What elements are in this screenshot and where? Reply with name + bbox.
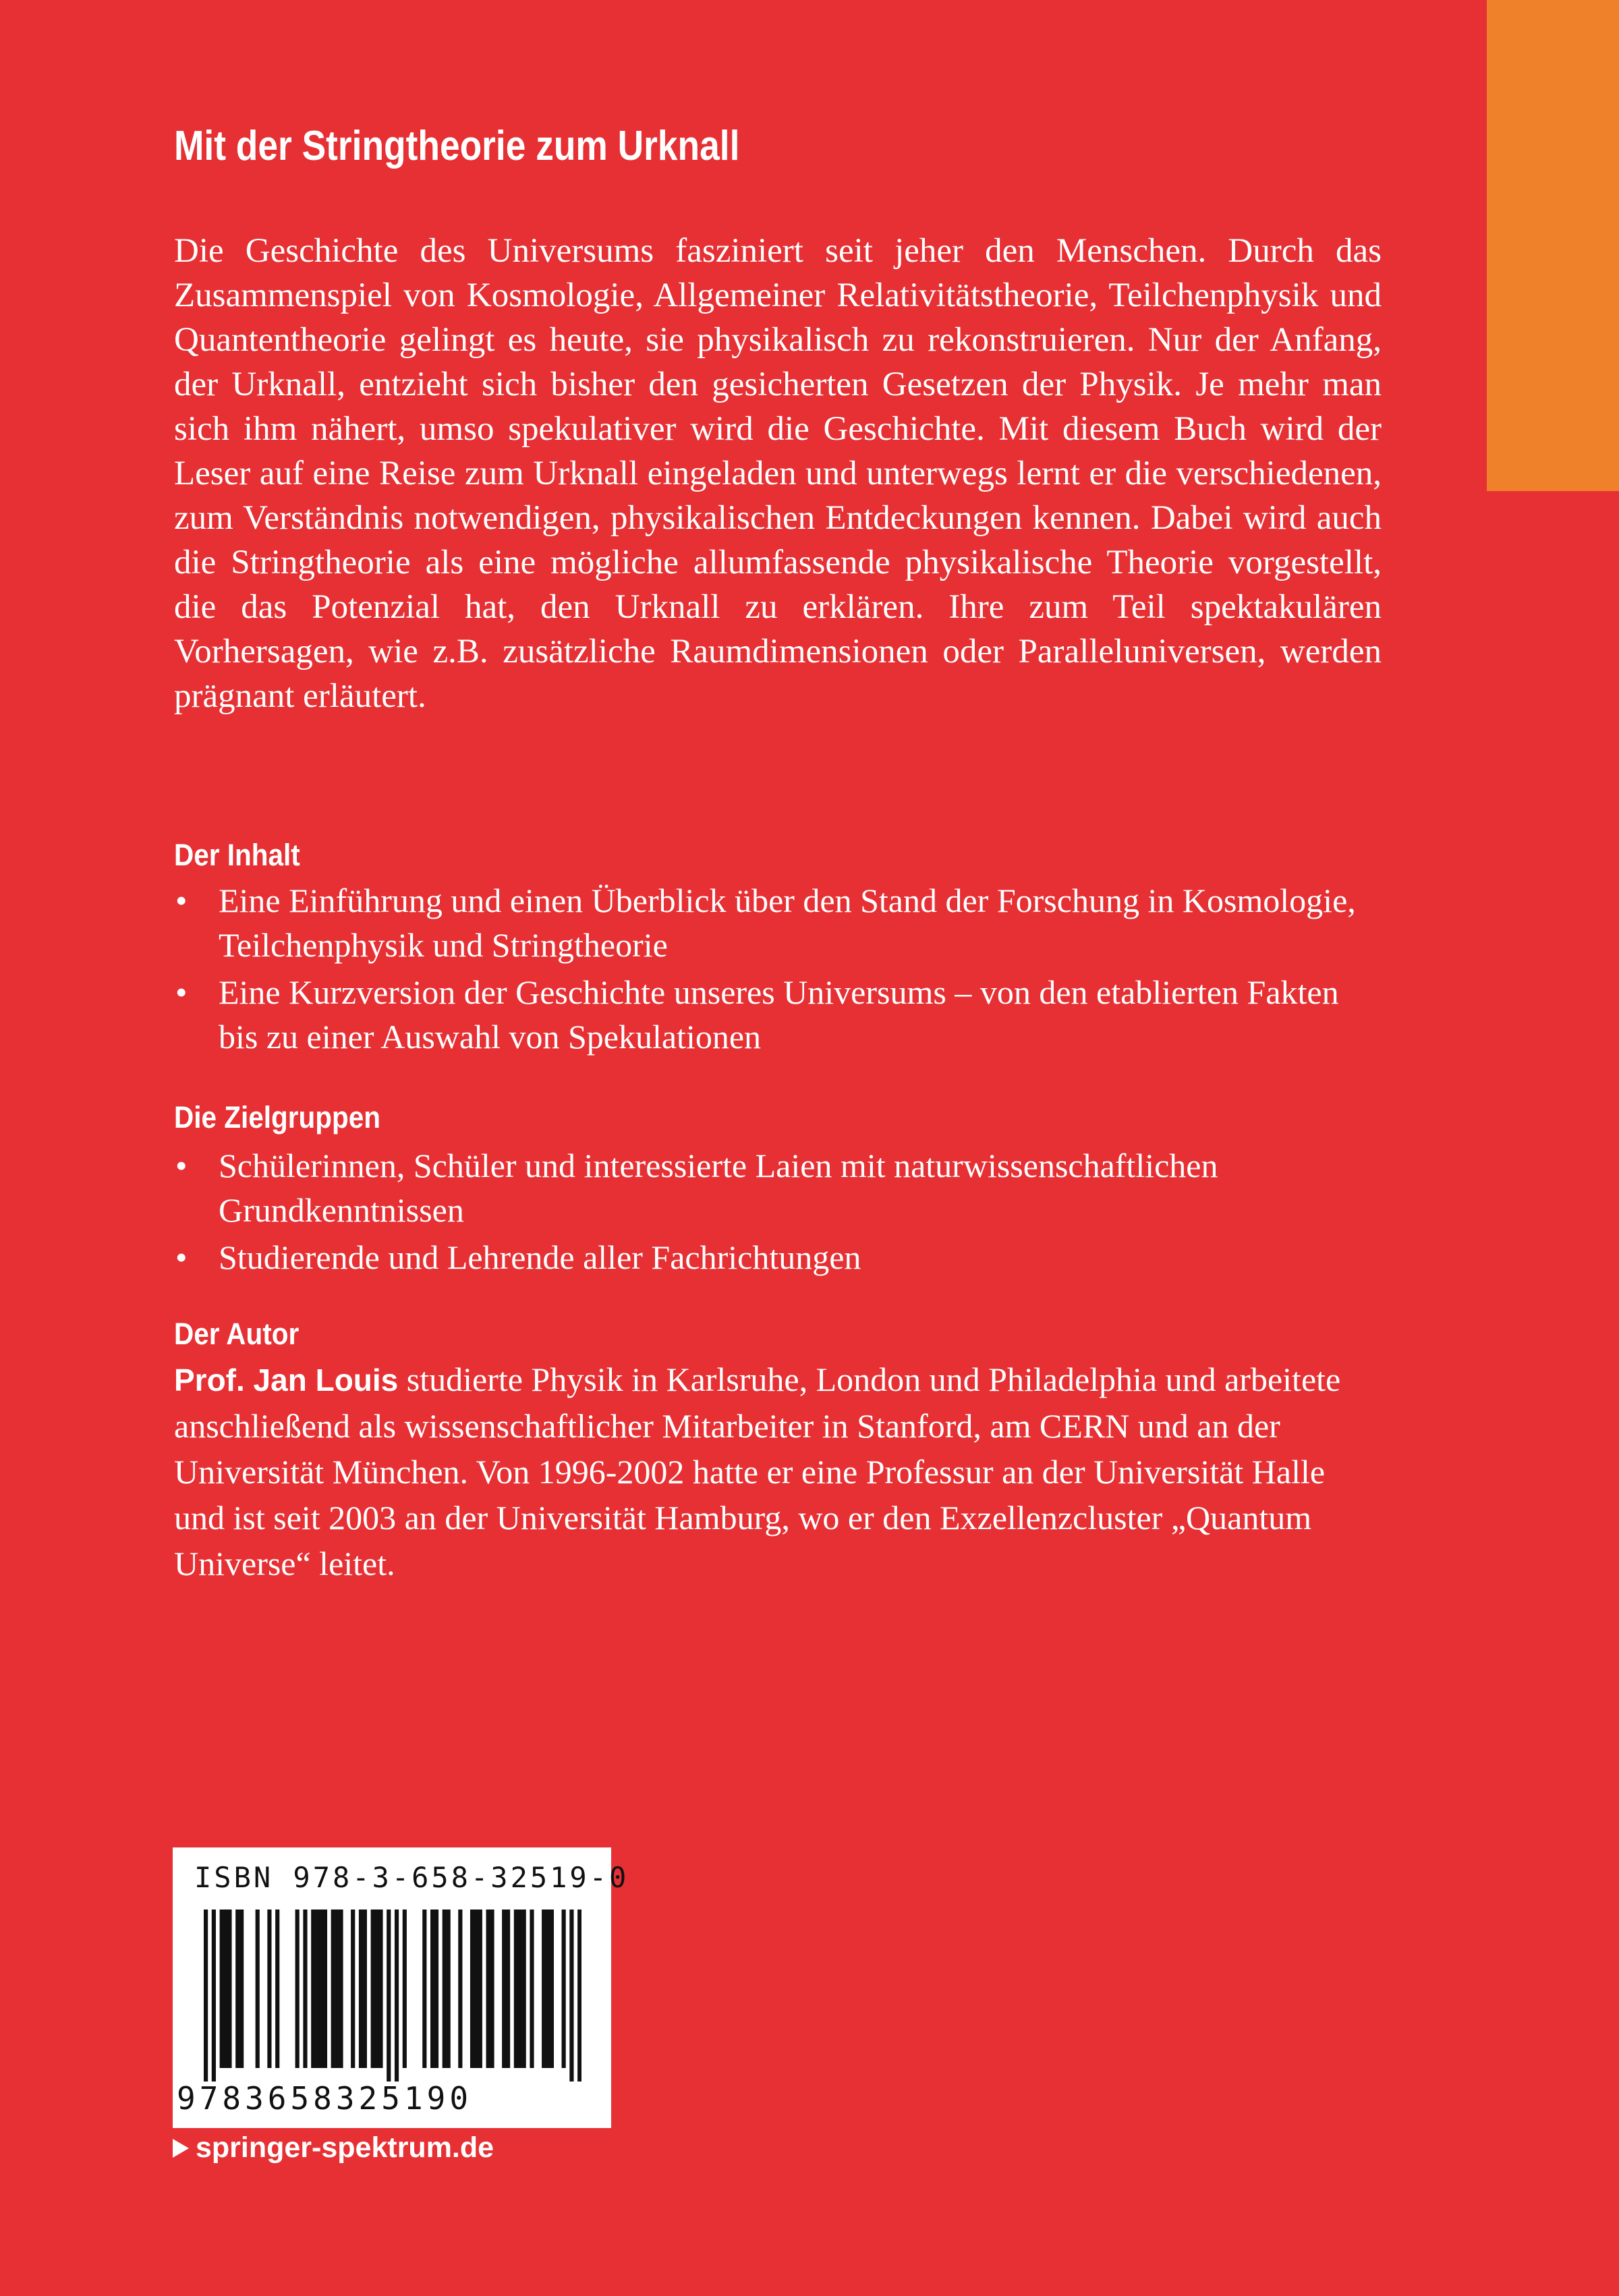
barcode-bar	[458, 1910, 462, 2068]
barcode-bar	[378, 1910, 382, 2068]
barcode-bar	[267, 1910, 271, 2068]
barcode-bar	[514, 1910, 518, 2068]
barcode-bar	[374, 1910, 378, 2068]
zielgruppen-list	[174, 1143, 1382, 1282]
barcode-bar	[470, 1910, 474, 2068]
barcode-bar	[275, 1910, 279, 2068]
barcode-bar	[430, 1910, 434, 2068]
barcode-bar	[569, 1910, 573, 2082]
isbn-label: ISBN 978-3-658-32519-0	[194, 1861, 629, 1894]
barcode-bar	[315, 1910, 319, 2068]
barcode-bar	[339, 1910, 343, 2068]
inhalt-list	[174, 878, 1382, 1062]
book-title: Mit der Stringtheorie zum Urknall	[174, 123, 740, 169]
barcode-bar	[204, 1910, 208, 2082]
barcode-bar	[395, 1910, 399, 2082]
author-name: Prof. Jan Louis	[174, 1362, 399, 1398]
barcode-bar	[447, 1910, 451, 2068]
section-heading-inhalt: Der Inhalt	[174, 838, 300, 872]
barcode-bar	[359, 1910, 363, 2068]
barcode-bar	[335, 1910, 339, 2068]
barcode-bar	[371, 1910, 375, 2068]
barcode-bar	[319, 1910, 323, 2068]
list-item: • Eine Einführung und einen Überblick über den Stand der Forschung in Kosmologie, Teilchenphysik und Stringtheorie	[174, 878, 1382, 967]
barcode-bar	[550, 1910, 554, 2068]
barcode-bar	[351, 1910, 355, 2068]
barcode-bar	[212, 1910, 216, 2082]
list-item: • Eine Kurzversion der Geschichte unseres Universums – von den etablierten Fakten bis zu einer Auswahl von Spekulationen	[174, 970, 1382, 1059]
barcode-bar	[223, 1910, 227, 2068]
barcode-bar	[562, 1910, 566, 2068]
barcode-bar	[363, 1910, 367, 2068]
barcode-bar	[303, 1910, 307, 2068]
barcode-bar	[443, 1910, 447, 2068]
barcode-bar	[239, 1910, 244, 2068]
barcode-bar	[227, 1910, 231, 2068]
barcode-bar	[295, 1910, 300, 2068]
barcode-bar	[506, 1910, 510, 2068]
orange-accent-tab	[1487, 0, 1619, 491]
section-heading-zielgruppen: Die Zielgruppen	[174, 1100, 381, 1135]
section-heading-autor: Der Autor	[174, 1317, 300, 1351]
triangle-right-icon	[173, 2139, 189, 2158]
barcode-bar	[235, 1910, 239, 2068]
barcode-bar	[486, 1910, 490, 2068]
barcode-bars	[204, 1910, 581, 2082]
isbn-barcode	[173, 1847, 629, 2128]
barcode-bar	[546, 1910, 550, 2068]
barcode-bar	[256, 1910, 260, 2068]
list-item: • Schülerinnen, Schüler und interessierte Laien mit naturwissenschaftlichen Grundkenntnissen	[174, 1143, 1382, 1232]
barcode-bar	[474, 1910, 478, 2068]
barcode-bar	[403, 1910, 407, 2068]
barcode-bar	[478, 1910, 482, 2068]
intro-paragraph: Die Geschichte des Universums fasziniert seit jeher den Menschen. Durch das Zusammenspiel von Kosmologie, Allgemeiner Relativitätstheorie, Teilchenphysik und Quantentheorie gelingt es heute, sie physikalisch zu rekonstruieren. Nur der Anfang, der Urknall, entzieht sich bisher den gesicherten Gesetzen der Physik. Je mehr man sich ihm nähert, umso spekulativer wird die Geschichte. Mit diesem Buch wird der Leser auf eine Reise zum Urknall eingeladen und unterwegs lernt er die verschiedenen, zum Verständnis notwendigen, physikalischen Entdeckungen kennen. Dabei wird auch die Stringtheorie als eine mögliche allumfassende physikalische Theorie vorgestellt, die das Potenzial hat, den Urknall zu erklären. Ihre zum Teil spektakulären Vorhersagen, wie z.B. zusätzliche Raumdimensionen oder Paralleluniversen, werden prägnant erläutert.	[174, 232, 1382, 715]
barcode-bar	[522, 1910, 526, 2068]
barcode-bar	[518, 1910, 522, 2068]
author-paragraph	[174, 1356, 1382, 1586]
publisher-website[interactable]	[173, 2131, 494, 2164]
barcode-bar	[331, 1910, 335, 2068]
barcode-bar	[542, 1910, 546, 2068]
barcode-bar	[490, 1910, 494, 2068]
barcode-digits: 9783658325190	[177, 2080, 473, 2117]
barcode-bar	[311, 1910, 315, 2068]
barcode-bar	[387, 1910, 391, 2082]
list-item: • Studierende und Lehrende aller Fachrichtungen	[174, 1235, 1382, 1280]
barcode-bar	[577, 1910, 581, 2082]
barcode-bar	[323, 1910, 327, 2068]
website-label: springer-spektrum.de	[196, 2131, 494, 2164]
barcode-bar	[434, 1910, 438, 2068]
barcode-bar	[220, 1910, 224, 2068]
barcode-bar	[530, 1910, 534, 2068]
barcode-bar	[502, 1910, 506, 2068]
author-bio: studierte Physik in Karlsruhe, London und Philadelphia und arbeitete anschließend als wissenschaftlicher Mitarbeiter in Stanford, am CERN und an der Universität München. Von 1996-2002 hatte er eine Professur an der Universität Halle und ist seit 2003 an der Universität Hamburg, wo er den Exzellenzcluster „Quantum Universe“ leitet.	[174, 1360, 1341, 1582]
barcode-bar	[422, 1910, 426, 2068]
